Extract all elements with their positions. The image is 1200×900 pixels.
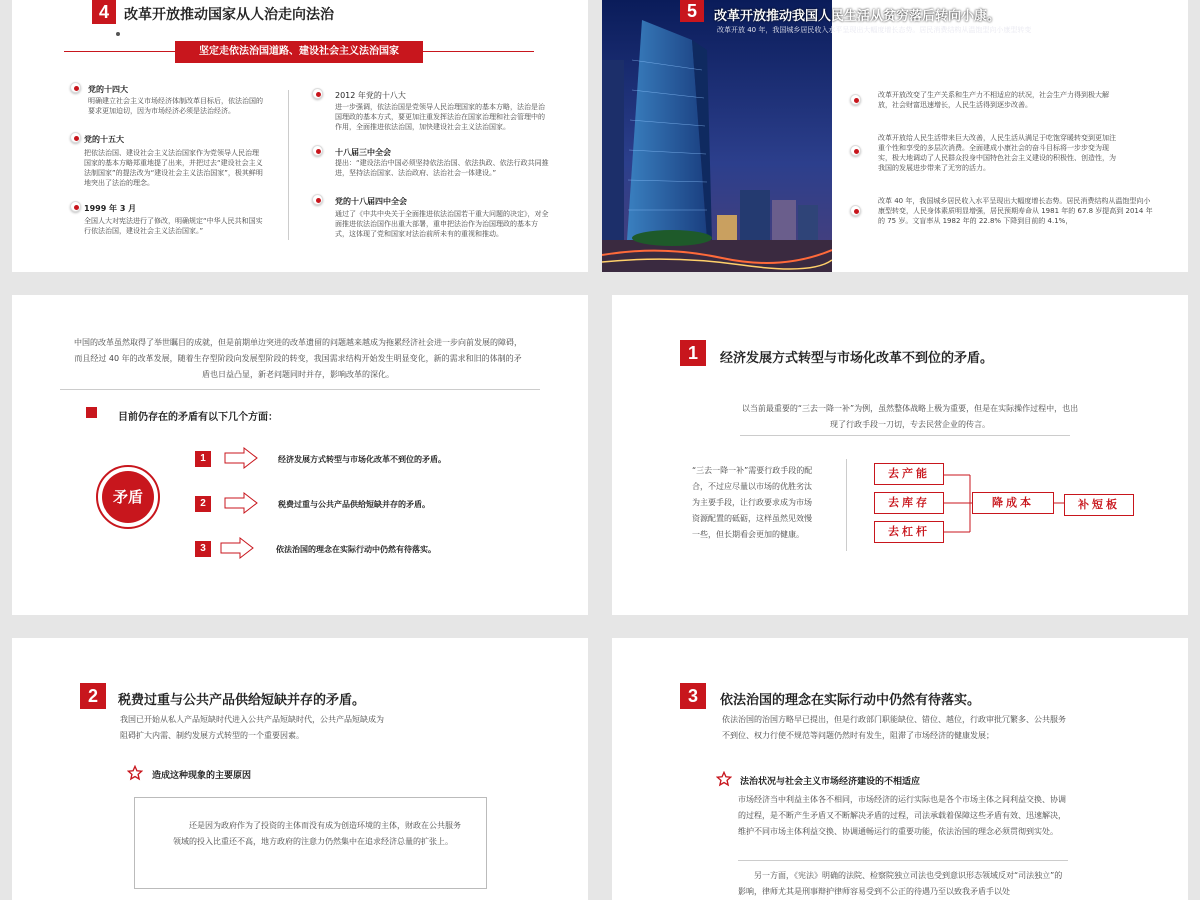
column-divider	[288, 90, 289, 240]
timeline-dot	[312, 145, 323, 156]
body-paragraph: 另一方面，《宪法》明确的法院、检察院独立司法也受到意识形态领域反对“司法独立”的影响，律师尤其是刑事辩护律师容易受到不公正的待遇乃至以致我矛盾手以处	[738, 871, 1063, 896]
timeline-head: 1999 年 3 月	[84, 204, 137, 213]
reason-text: 还是因为政府作为了投资的主体而没有成为创造环境的主体，财政在公共服务领域的投入比重还不高，地方政府的注意力仍然集中在追求经济总量的扩张上。	[173, 821, 461, 846]
section-number: 2	[80, 683, 106, 709]
point-text: 改革 40 年，我国城乡居民收入水平呈现出大幅度增长态势。居民消费结构从温饱型向小康型转变，人民身体素质明显增强，居民预期寿命从 1981 年的 67.8 岁提高到 2014 年的 75 岁。文盲率从 1982 年的 22.8% 下降到目前的 4.1%，	[878, 197, 1153, 225]
section-number: 4	[92, 0, 116, 24]
reason-box	[134, 797, 487, 889]
strategy-box-shortfalls: 补短板	[1064, 494, 1134, 516]
timeline-dot	[70, 132, 81, 143]
timeline-dot	[70, 201, 81, 212]
timeline-head: 党的十八届四中全会	[335, 197, 407, 206]
timeline-head: 党的十五大	[84, 135, 124, 144]
divider	[60, 389, 540, 390]
star-icon	[127, 765, 143, 781]
timeline-text: 提出：“建设法治中国必须坚持依法治国、依法执政、依法行政共同推进，坚持法治国家、法治政府、法治社会一体建设。”	[335, 159, 549, 177]
slide-title: 改革开放推动我国人民生活从贫穷落后转向小康。	[714, 9, 1001, 24]
timeline-head: 党的十四大	[88, 85, 128, 94]
timeline-dot	[312, 194, 323, 205]
item-number: 1	[195, 451, 211, 467]
timeline-head: 2012 年党的十八大	[335, 91, 406, 100]
slide-development-mode	[612, 295, 1188, 615]
bullet-dot	[850, 94, 861, 105]
item-number: 3	[195, 541, 211, 557]
item-text: 依法治国的理念在实际行动中仍然有待落实。	[276, 545, 436, 554]
strategy-box-leverage: 去杠杆	[874, 521, 944, 543]
city-night-image	[602, 0, 832, 272]
section-heading: 目前仍存在的矛盾有以下几个方面：	[118, 412, 278, 423]
item-number: 2	[195, 496, 211, 512]
intro-paragraph: 依法治国的治国方略早已提出，但是行政部门职能缺位、错位、越位，行政审批冗繁多、公共服务不到位、权力行使不规范等问题仍然时有发生，阻滞了市场经济的健康发展；	[722, 715, 1066, 740]
section-heading: 法治状况与社会主义市场经济建设的不相适应	[740, 777, 921, 787]
body-paragraph: 市场经济当中利益主体各不相同，市场经济的运行实际也是各个市场主体之间利益交换、协调的过程，是不断产生矛盾又不断解决矛盾的过程，司法承载着保障这些矛盾有效、迅速解决，维护不同市场主体利益交换、协调通畅运行的重要功能，依法治国的理念必须贯彻到实处。	[738, 795, 1066, 836]
slide-tax-burden	[12, 638, 588, 900]
slide-title: 依法治国的理念在实际行动中仍然有待落实。	[720, 693, 981, 708]
side-text: “三去一降一补”需要行政手段的配合，不过应尽量以市场的优胜劣汰为主要手段，让行政要求成为市场资源配置的砥砺，这样虽然见效慢一些，但长期看会更加的健康。	[692, 466, 813, 539]
intro-paragraph: 以当前最重要的“三去一降一补”为例，虽然整体战略上极为重要，但是在实际操作过程中，也出现了行政手段一刀切，专去民营企业的传言。	[741, 404, 1079, 429]
section-number: 5	[680, 0, 704, 22]
slide-subtitle: 改革开放 40 年，我国城乡居民收入水平呈现出大幅度增长态势。居民消费结构从温饱型向小康型转变	[717, 26, 1032, 34]
point-text: 改革开放改变了生产关系和生产力不相适应的状况，社会生产力得到极大解放，社会财富迅速增长，人民生活得到逐步改善。	[878, 91, 1109, 109]
intro-paragraph: 我国已开始从私人产品短缺时代进入公共产品短缺时代，公共产品短缺成为阻碍扩大内需、制约发展方式转型的一个重要因素。	[120, 715, 384, 740]
divider	[740, 435, 1070, 436]
arrow-right-icon	[220, 537, 254, 559]
square-bullet	[86, 407, 97, 418]
intro-paragraph: 中国的改革虽然取得了举世瞩目的成就，但是前期单边突进的改革遗留的问题越来越成为拖累经济社会进一步向前发展的障碍，而且经过 40 年的改革发展，随着生存型阶段向发展型阶段的转变，我国需求结构开始发生明显变化，新的需求和旧的体制的矛盾也日益凸显，新老问题同时并存，影响改革的深化。	[74, 338, 522, 379]
timeline-text: 把依法治国、建设社会主义法治国家作为党领导人民治理国家的基本方略郑重地提了出来，并把过去“建设社会主义法制国家”的提法改为“建设社会主义法治国家”，极其鲜明地突出了法治的理念。	[84, 149, 263, 187]
timeline-dot	[70, 82, 81, 93]
strategy-box-costs: 降成本	[972, 492, 1054, 514]
bullet-dot	[850, 145, 861, 156]
timeline-dot	[312, 88, 323, 99]
timeline-text: 明确建立社会主义市场经济体制改革目标后，依法治国的要求更加迫切，因为市场经济必须是法治经济。	[88, 97, 263, 115]
banner: 坚定走依法治国道路、建设社会主义法治国家	[175, 41, 423, 63]
circle-inner: 矛盾	[102, 471, 154, 523]
section-number: 1	[680, 340, 706, 366]
bullet-dot	[850, 205, 861, 216]
item-text: 经济发展方式转型与市场化改革不到位的矛盾。	[278, 455, 446, 464]
divider	[738, 860, 1068, 861]
item-text: 税费过重与公共产品供给短缺并存的矛盾。	[278, 500, 430, 509]
bullet-mark	[116, 32, 120, 36]
strategy-box-inventory: 去库存	[874, 492, 944, 514]
slide-title: 税费过重与公共产品供给短缺并存的矛盾。	[118, 693, 366, 708]
slide-rule-of-law-practice	[612, 638, 1188, 900]
timeline-text: 进一步强调，依法治国是党领导人民治理国家的基本方略，法治是治国理政的基本方式，要更加注重发挥法治在国家治理和社会管理中的作用，全面推进依法治国，加快建设社会主义法治国家。	[335, 103, 545, 131]
timeline-head: 十八届三中全会	[335, 148, 391, 157]
section-number: 3	[680, 683, 706, 709]
timeline-text: 通过了《中共中央关于全面推进依法治国若干重大问题的决定》，对全面推进依法治国作出重大部署，重申把法治作为治国理政的基本方式，这体现了党和国家对法治前所未有的重视和推动。	[335, 210, 549, 238]
slide-living-standards	[602, 0, 1188, 272]
strategy-box-capacity: 去产能	[874, 463, 944, 485]
slide-title: 经济发展方式转型与市场化改革不到位的矛盾。	[720, 351, 994, 366]
slide-rule-of-law	[12, 0, 588, 272]
timeline-text: 全国人大对宪法进行了修改，明确规定“中华人民共和国实行依法治国，建设社会主义法治国家。”	[84, 217, 263, 235]
star-icon	[716, 771, 732, 787]
slide-contradictions	[12, 295, 588, 615]
contradiction-circle	[96, 465, 160, 529]
column-divider	[846, 459, 847, 551]
arrow-right-icon	[224, 447, 258, 469]
slide-title: 改革开放推动国家从人治走向法治	[124, 7, 334, 23]
section-heading: 造成这种现象的主要原因	[152, 771, 252, 781]
arrow-right-icon	[224, 492, 258, 514]
point-text: 改革开放给人民生活带来巨大改善，人民生活从满足于吃饱穿暖转变到更加注重个性和享受的多层次消费。全面建成小康社会的奋斗目标将一步步变为现实，极大地调动了人民群众投身中国特色社会主义建设的积极性、创造性，为我国的发展进步带来了无穷的活力。	[878, 134, 1116, 172]
